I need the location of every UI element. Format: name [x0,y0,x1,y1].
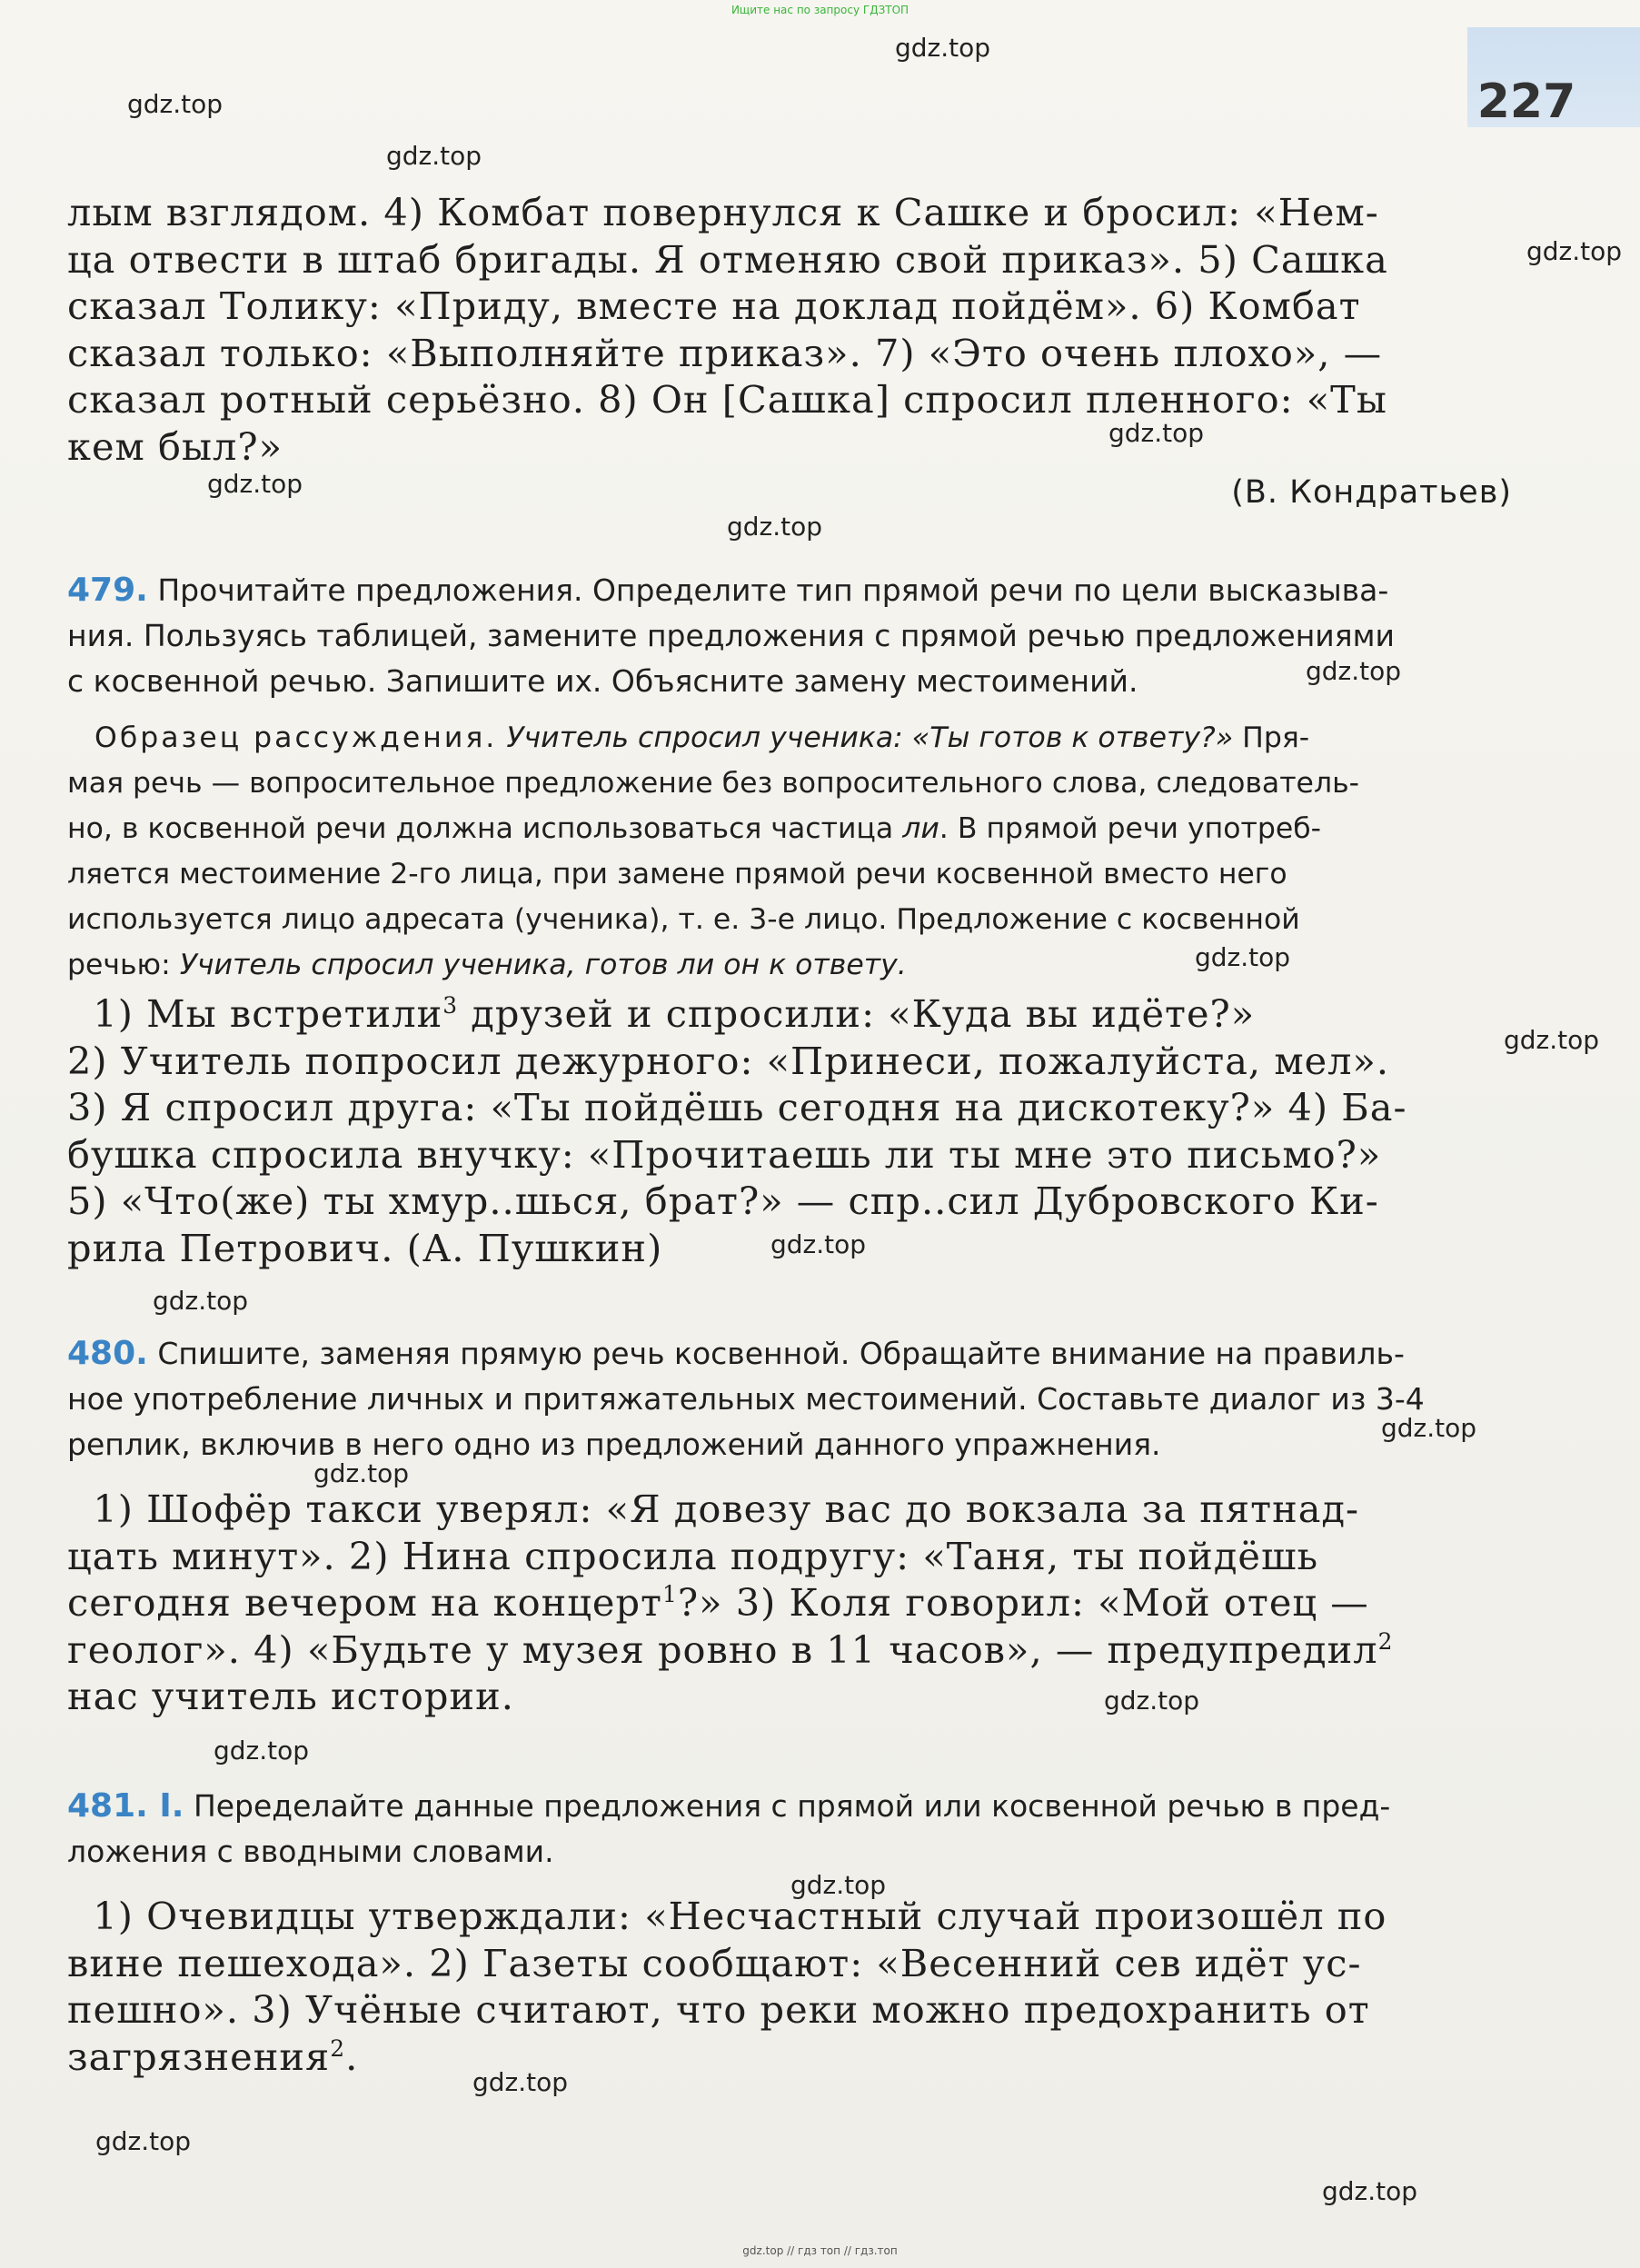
exercise-number: 479. [67,572,148,609]
sentence-text: 2) Учитель попросил дежурного: «Принеси, пожалуйста, мел». [67,1038,1390,1083]
sample-text: мая речь — вопросительное предложение без вопросительного слова, следователь- [67,767,1360,800]
sentence-text: 1) Очевидцы утверждали: «Несчастный случай произошёл по [93,1894,1387,1938]
footnote-mark: 2 [330,2034,346,2062]
sentence-text: друзей и спросили: «Куда вы идёте?» [458,991,1256,1036]
task-line: реплик, включив в него одно из предложений данного упражнения. [67,1427,1161,1462]
exercise-number: 480. [67,1335,148,1372]
watermark: gdz.top [214,1736,310,1766]
watermark: gdz.top [790,1870,887,1900]
watermark: gdz.top [770,1229,867,1259]
watermark: gdz.top [1322,2176,1418,2206]
sentence-text: пешно». 3) Учёные считают, что реки можно предохранить от [67,1987,1370,2032]
watermark: gdz.top [472,2067,569,2097]
passage-author: (В. Кондратьев) [1231,474,1512,511]
watermark: gdz.top [1108,418,1205,448]
sentence-text: 1) Мы встретили [93,991,443,1036]
sample-example: Учитель спросил ученика, готов ли он к ответу. [179,949,907,981]
watermark: gdz.top [727,512,823,542]
footnote-mark: 1 [662,1581,678,1608]
literary-passage [67,189,1512,515]
watermark: gdz.top [1526,236,1623,266]
sample-particle: ли [902,812,939,845]
exercise-479-sentences [67,990,1512,1271]
task-line: Переделайте данные предложения с прямой или косвенной речью в пред- [193,1788,1391,1824]
watermark: gdz.top [127,89,224,119]
task-line: ложения с вводными словами. [67,1834,554,1869]
sample-text: Пря- [1242,721,1310,754]
task-line: ное употребление личных и притяжательных местоимений. Составьте диалог из 3-4 [67,1381,1425,1417]
watermark: gdz.top [153,1286,249,1316]
sentence-text: ?» 3) Коля говорил: «Мой отец — [677,1580,1369,1625]
watermark: gdz.top [1306,656,1402,686]
sample-example: Учитель спросил ученика: «Ты готов к ответу?» [506,721,1234,754]
sentence-text: геолог». 4) «Будьте у музея ровно в 11 часов», — предупредил [67,1626,1378,1672]
watermark: gdz.top [207,469,303,499]
sample-text: . В прямой речи употреб- [939,812,1322,845]
sentence-text: . [345,2034,359,2079]
task-line: ния. Пользуясь таблицей, замените предложения с прямой речью предложениями [67,618,1395,653]
bottom-banner[interactable]: gdz.top // гдз топ // гдз.топ [742,2244,898,2257]
footnote-mark: 2 [1377,1627,1394,1655]
sentence-text: загрязнения [67,2034,331,2079]
task-line: Прочитайте предложения. Определите тип прямой речи по цели высказыва- [157,572,1389,608]
passage-line: кем был?» [67,423,283,469]
exercise-481-task [67,1784,1512,1875]
watermark: gdz.top [1381,1413,1477,1443]
exercise-481-sentences [67,1893,1512,2080]
sample-text: речью: [67,949,171,981]
sample-label: Образец рассуждения. [94,721,498,754]
footnote-mark: 3 [442,992,459,1020]
sentence-text: нас учитель истории. [67,1674,514,1718]
passage-line: сказал Толику: «Приду, вместе на доклад пойдём». 6) Комбат [67,284,1361,328]
sentence-text: рила Петрович. (А. Пушкин) [67,1225,663,1270]
watermark: gdz.top [1195,942,1291,972]
task-line: Спишите, заменяя прямую речь косвенной. Обращайте внимание на правиль- [157,1336,1405,1371]
task-line: с косвенной речью. Запишите их. Объясните замену местоимений. [67,663,1138,699]
exercise-480-sentences [67,1486,1512,1720]
exercise-479-task [67,568,1512,704]
sentence-text: вине пешехода». 2) Газеты сообщают: «Весенний сев идёт ус- [67,1940,1362,1985]
page-number: 227 [1476,75,1576,129]
watermark: gdz.top [386,141,482,171]
sentence-text: 3) Я спросил друга: «Ты пойдёшь сегодня на дискотеку?» 4) Ба- [67,1085,1407,1129]
exercise-480-task [67,1331,1512,1467]
top-banner[interactable]: Ищите нас по запросу ГДЗТОП [731,4,909,16]
sample-text: но, в косвенной речи должна использоваться частица [67,812,894,845]
watermark: gdz.top [95,2126,192,2156]
exercise-number: 481. I. [67,1787,184,1825]
watermark: gdz.top [895,33,991,63]
passage-line: сказал только: «Выполняйте приказ». 7) «Это очень плохо», — [67,330,1383,375]
passage-line: сказал ротный серьёзно. 8) Он [Сашка] спросил пленного: «Ты [67,377,1387,422]
sentence-text: 5) «Что(же) ты хмур..шься, брат?» — спр..сил Дубровского Ки- [67,1179,1379,1223]
sample-text: ляется местоимение 2-го лица, при замене прямой речи косвенной вместо него [67,858,1287,890]
watermark: gdz.top [1104,1686,1200,1716]
sentence-text: бушка спросила внучку: «Прочитаешь ли ты мне это письмо?» [67,1131,1382,1177]
watermark: gdz.top [313,1458,410,1488]
sentence-text: 1) Шофёр такси уверял: «Я довезу вас до вокзала за пятнад- [93,1487,1360,1531]
sentence-text: цать минут». 2) Нина спросила подругу: «Таня, ты пойдёшь [67,1533,1319,1578]
sample-text: используется лицо адресата (ученика), т. е. 3-е лицо. Предложение с косвенной [67,903,1300,936]
passage-line: ца отвести в штаб бригады. Я отменяю свой приказ». 5) Сашка [67,236,1388,282]
exercise-479-sample [67,715,1512,988]
passage-line: лым взглядом. 4) Комбат повернулся к Сашке и бросил: «Нем- [67,190,1379,234]
sentence-text: сегодня вечером на концерт [67,1580,663,1625]
watermark: gdz.top [1504,1025,1600,1055]
